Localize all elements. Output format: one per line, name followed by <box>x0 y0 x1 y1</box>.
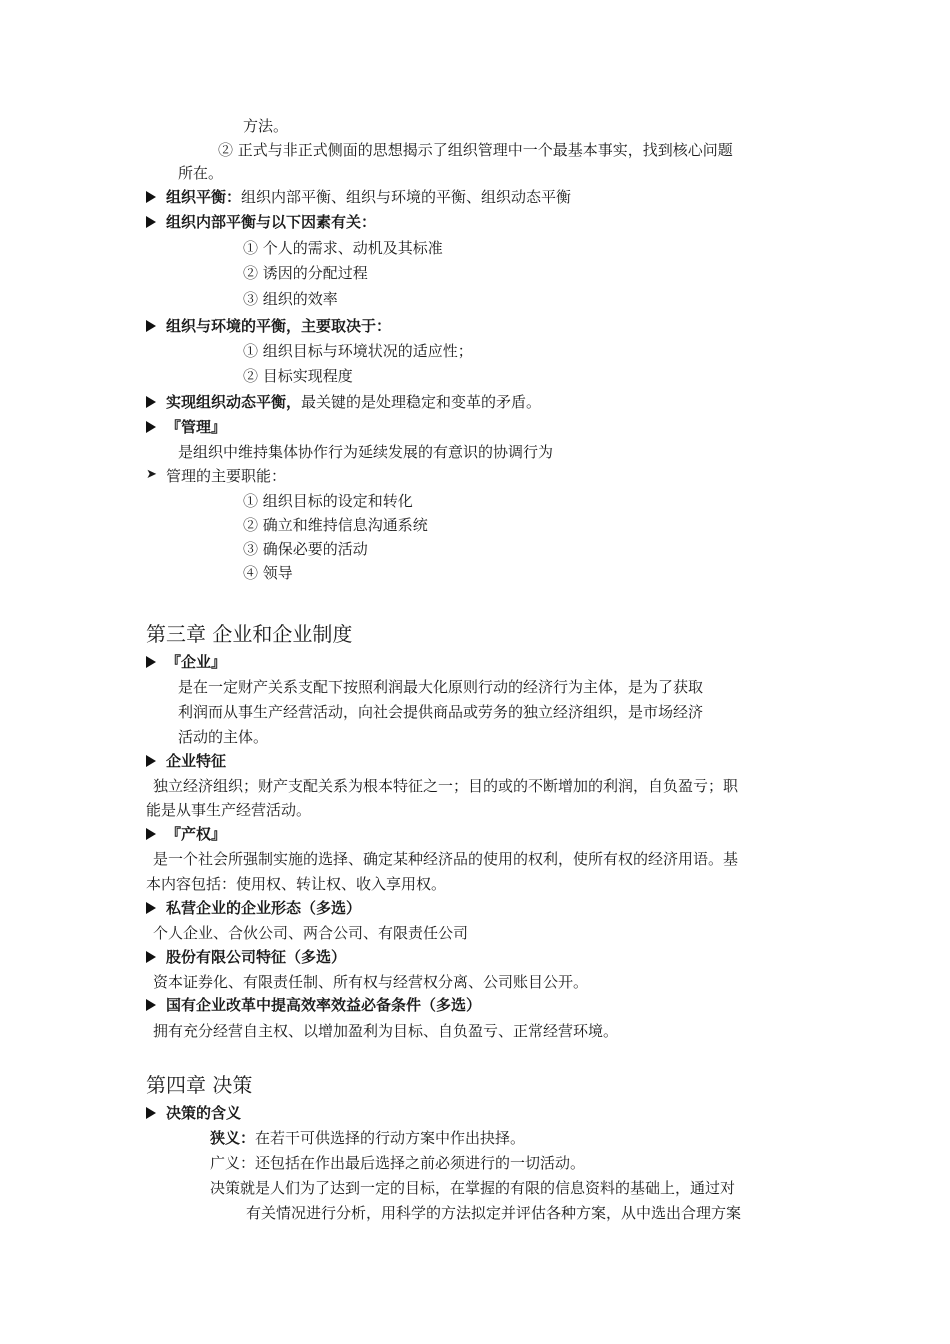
text-line: 是组织中维持集体协作行为延续发展的有意识的协调行为 <box>178 443 554 461</box>
text-line <box>210 1127 525 1149</box>
bullet-arrow-icon <box>146 216 156 228</box>
bullet-arrow-icon <box>146 320 156 332</box>
text-line: 能是从事生产经营活动。 <box>146 801 312 819</box>
bullet-heading: 私营企业的企业形态（多选） <box>166 899 362 917</box>
bullet-heading: 组织内部平衡与以下因素有关： <box>166 213 377 231</box>
bullet-heading: 管理的主要职能： <box>166 467 287 485</box>
text-line: 本内容包括：使用权、转让权、收入享用权。 <box>146 875 447 893</box>
numbered-item: ④ 领导 <box>243 564 293 582</box>
bullet-heading: 国有企业改革中提高效率效益必备条件（多选） <box>166 996 482 1014</box>
bold-term: 组织平衡： <box>166 188 242 206</box>
bullet-item <box>166 391 541 413</box>
text-line: 有关情况进行分析，用科学的方法拟定并评估各种方案，从中选出合理方案 <box>246 1204 742 1222</box>
text-line: 是在一定财产关系支配下按照利润最大化原则行动的经济行为主体，是为了获取 <box>178 678 704 696</box>
text-line: 方法。 <box>243 117 289 135</box>
bullet-arrow-icon <box>146 951 156 963</box>
text-line: 活动的主体。 <box>178 728 269 746</box>
bullet-arrow-icon <box>146 902 156 914</box>
bullet-arrow-icon <box>146 755 156 767</box>
bullet-arrow-icon <box>146 191 156 203</box>
text-line: ② 正式与非正式侧面的思想揭示了组织管理中一个最基本事实，找到核心问题 <box>218 141 733 159</box>
bullet-heading: 决策的含义 <box>166 1104 242 1122</box>
bullet-heading: 企业特征 <box>166 752 227 770</box>
bullet-heading: 『企业』 <box>166 653 227 671</box>
text-line: 独立经济组织；财产支配关系为根本特征之一；目的或的不断增加的利润，自负盈亏；职 <box>153 777 739 795</box>
text-line: 拥有充分经营自主权、以增加盈利为目标、自负盈亏、正常经营环境。 <box>153 1022 619 1040</box>
bullet-item <box>166 186 571 208</box>
bold-term: 狭义： <box>210 1129 256 1147</box>
bullet-heading: 组织与环境的平衡，主要取决于： <box>166 317 392 335</box>
term-body: 最关键的是处理稳定和变革的矛盾。 <box>301 393 542 411</box>
bullet-arrow-icon <box>146 828 156 840</box>
numbered-item: ② 目标实现程度 <box>243 367 353 385</box>
bold-term: 实现组织动态平衡， <box>166 393 302 411</box>
bullet-arrow-icon <box>146 421 156 433</box>
text-line: 广义：还包括在作出最后选择之前必须进行的一切活动。 <box>210 1154 586 1172</box>
text-line: 决策就是人们为了达到一定的目标，在掌握的有限的信息资料的基础上，通过对 <box>210 1179 736 1197</box>
term-body: 在若干可供选择的行动方案中作出抉择。 <box>255 1129 526 1147</box>
chapter-heading: 第三章 企业和企业制度 <box>146 622 353 646</box>
bullet-heading: 股份有限公司特征（多选） <box>166 948 347 966</box>
text-line: 资本证券化、有限责任制、所有权与经营权分离、公司账目公开。 <box>153 973 589 991</box>
text-line: 利润而从事生产经营活动，向社会提供商品或劳务的独立经济组织，是市场经济 <box>178 703 704 721</box>
chapter-heading: 第四章 决策 <box>146 1073 253 1097</box>
bullet-arrow-icon <box>146 1107 156 1119</box>
text-line: 所在。 <box>178 164 224 182</box>
term-body: 组织内部平衡、组织与环境的平衡、组织动态平衡 <box>241 188 572 206</box>
numbered-item: ① 组织目标与环境状况的适应性； <box>243 342 473 360</box>
bullet-arrow-icon <box>146 396 156 408</box>
numbered-item: ③ 确保必要的活动 <box>243 540 368 558</box>
numbered-item: ② 确立和维持信息沟通系统 <box>243 516 428 534</box>
bullet-arrow-icon <box>146 999 156 1011</box>
bullet-arrow-icon <box>146 656 156 668</box>
numbered-item: ② 诱因的分配过程 <box>243 264 368 282</box>
bullet-heading: 『管理』 <box>166 418 227 436</box>
numbered-item: ① 个人的需求、动机及其标准 <box>243 239 443 257</box>
bullet-arrow-icon: ➤ <box>146 467 157 482</box>
text-line: 个人企业、合伙公司、两合公司、有限责任公司 <box>153 924 469 942</box>
text-line: 是一个社会所强制实施的选择、确定某种经济品的使用的权利，使所有权的经济用语。基 <box>153 850 739 868</box>
numbered-item: ③ 组织的效率 <box>243 290 338 308</box>
bullet-heading: 『产权』 <box>166 825 227 843</box>
numbered-item: ① 组织目标的设定和转化 <box>243 492 413 510</box>
